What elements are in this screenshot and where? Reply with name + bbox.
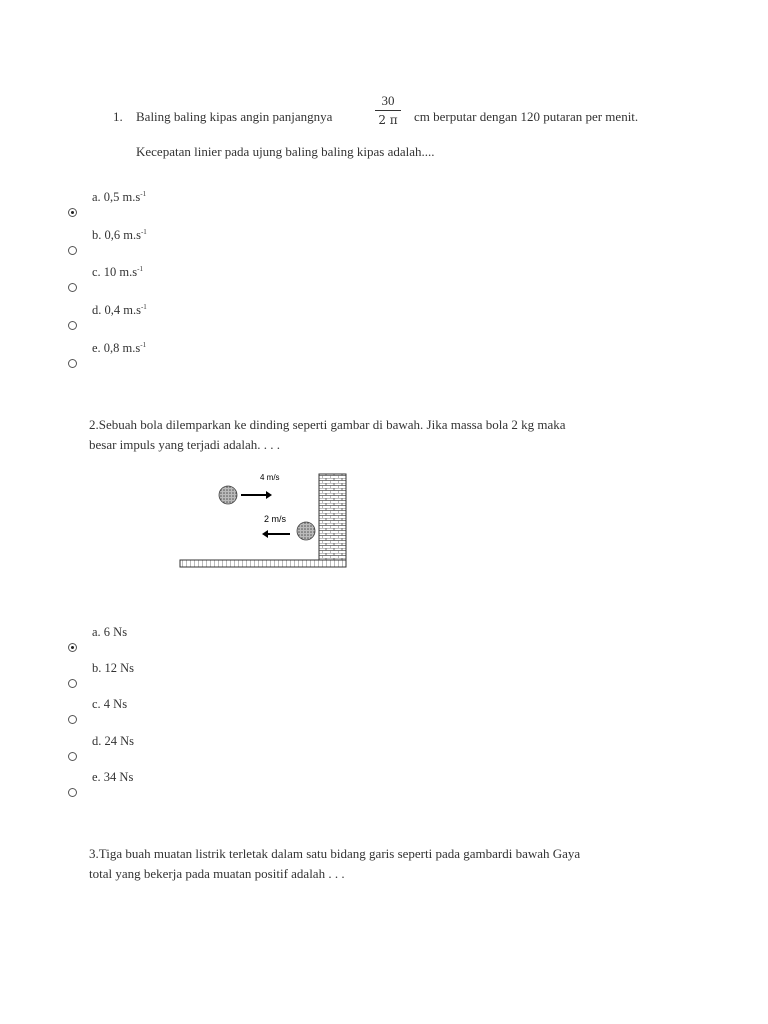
q2-radio-c[interactable] <box>68 715 77 724</box>
speed-in-label: 4 m/s <box>260 473 280 482</box>
question-2-line2: besar impuls yang terjadi adalah. . . . <box>89 437 280 452</box>
q1-radio-e[interactable] <box>68 359 77 368</box>
q2-option-a: a. 6 Ns <box>92 625 128 639</box>
q2-option-e: e. 34 Ns <box>92 770 134 784</box>
question-2-line1: 2.Sebuah bola dilemparkan ke dinding seperti gambar di bawah. Jika massa bola 2 kg maka <box>89 417 566 432</box>
question-1-number: 1. <box>113 109 123 124</box>
floor <box>180 560 346 567</box>
brick-wall <box>319 474 346 566</box>
q1-radio-a[interactable] <box>68 208 77 217</box>
fraction-numerator: 30 <box>381 93 395 108</box>
ball-wall-figure <box>178 468 350 572</box>
question-1-text-line2: Kecepatan linier pada ujung baling baling kipas adalah.... <box>136 144 435 159</box>
q2-option-d: d. 24 Ns <box>92 734 135 748</box>
q1-option-c: c. 10 $m.s^{-1}$ <box>92 265 143 279</box>
question-3-line1: 3.Tiga buah muatan listrik terletak dalam satu bidang garis seperti pada gambardi bawah Gaya <box>89 846 581 861</box>
q2-radio-d[interactable] <box>68 752 77 761</box>
q1-radio-c[interactable] <box>68 283 77 292</box>
q1-option-a: a. 0,5 $m.s^{-1}$ <box>92 190 147 204</box>
ball-rebound <box>297 522 315 540</box>
q1-radio-b[interactable] <box>68 246 77 255</box>
q2-radio-a[interactable] <box>68 643 77 652</box>
fraction-bar <box>375 110 401 111</box>
q2-radio-e[interactable] <box>68 788 77 797</box>
q1-radio-d[interactable] <box>68 321 77 330</box>
q1-option-d: d. 0,4 $m.s^{-1}$ <box>92 303 147 317</box>
ball-incoming <box>219 486 237 504</box>
q2-radio-b[interactable] <box>68 679 77 688</box>
q1-option-e: e. 0,8 $m.s^{-1}$ <box>92 341 147 355</box>
q2-option-c: c. 4 Ns <box>92 697 128 711</box>
fraction-denominator: 2 π <box>378 113 398 127</box>
question-1-text-start: Baling baling kipas angin panjangnya <box>136 109 333 124</box>
question-1-text-end: cm berputar dengan 120 putaran per menit. <box>414 109 639 124</box>
question-3-line2: total yang bekerja pada muatan positif adalah . . . <box>89 866 345 881</box>
q2-option-b: b. 12 Ns <box>92 661 135 675</box>
q1-option-b: b. 0,6 $m.s^{-1}$ <box>92 228 147 242</box>
question-1-fraction <box>375 93 401 128</box>
speed-out-label: 2 m/s <box>264 514 287 524</box>
